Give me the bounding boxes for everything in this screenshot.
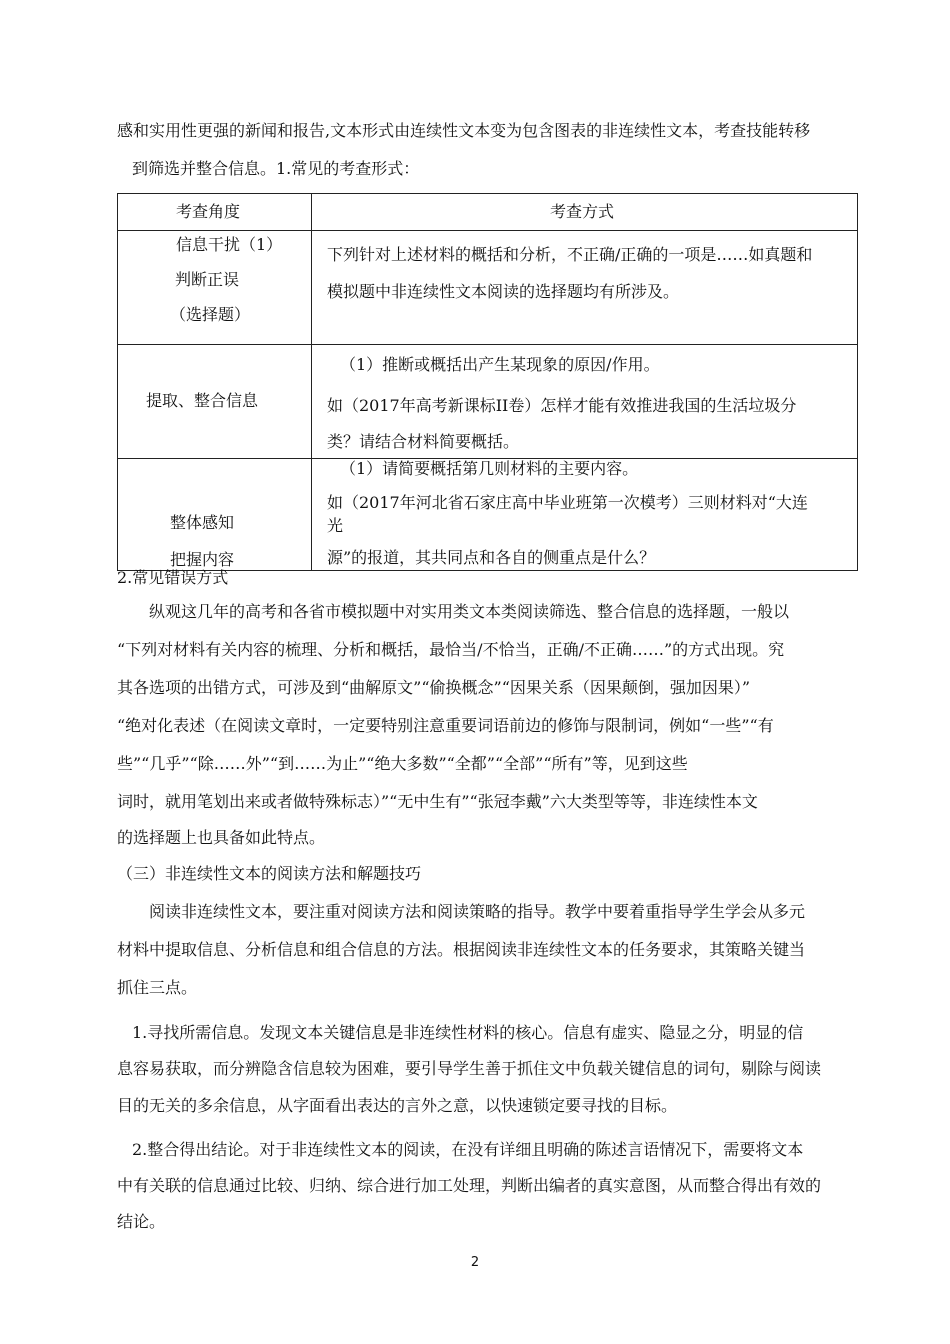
section2-line-3: 其各选项的出错方式，可涉及到“曲解原文”“偷换概念”“因果关系（因果颠倒，强加因果）”: [117, 678, 751, 697]
section3-p1-line-2: 材料中提取信息、分析信息和组合信息的方法。根据阅读非连续性文本的任务要求，其策略关键当: [117, 940, 806, 959]
section2-line-1: 纵观这几年的高考和各省市模拟题中对实用类文本类阅读筛选、整合信息的选择题，一般以: [149, 602, 790, 621]
section2-line-7: 的选择题上也具备如此特点。: [117, 828, 326, 847]
row3-method-3: 光: [327, 516, 344, 535]
row1-angle-2: 判断正误: [175, 270, 240, 289]
section2-line-6: 词时，就用笔划出来或者做特殊标志）”“无中生有”“张冠李戴”六大类型等等，非连续性本文: [117, 792, 758, 811]
row3-angle-2: 把握内容: [170, 550, 235, 569]
header-method: 考查方式: [550, 202, 615, 221]
section3-p2-line-1: 1.寻找所需信息。发现文本关键信息是非连续性材料的核心。信息有虚实、隐显之分，明显的信: [132, 1023, 804, 1042]
section3-heading: （三）非连续性文本的阅读方法和解题技巧: [117, 864, 422, 883]
table-header-row: [118, 194, 858, 231]
row2-method-1: （1）推断或概括出产生某现象的原因/作用。: [340, 355, 660, 374]
section3-p1-line-1: 阅读非连续性文本，要注重对阅读方法和阅读策略的指导。教学中要着重指导学生学会从多元: [149, 902, 806, 921]
row1-method-2: 模拟题中非连续性文本阅读的选择题均有所涉及。: [327, 282, 680, 301]
section2-heading: 2.常见错误方式: [117, 568, 229, 587]
section3-p1-line-3: 抓住三点。: [117, 978, 198, 997]
row1-method-1: 下列针对上述材料的概括和分析，不正确/正确的一项是……如真题和: [327, 245, 813, 264]
exam-forms-table: [117, 193, 858, 571]
table-row: [118, 231, 858, 345]
row2-method-3: 类？请结合材料简要概括。: [327, 432, 520, 451]
section3-p2-line-2: 息容易获取，而分辨隐含信息较为困难，要引导学生善于抓住文中负载关键信息的词句，剔除与阅读: [117, 1059, 822, 1078]
section2-line-5: 些”“几乎”“除……外”“到……为止”“绝大多数”“全都”“全部”“所有”等，见到这些: [117, 754, 688, 773]
row1-angle-3: （选择题）: [170, 305, 251, 324]
header-angle: 考查角度: [176, 202, 241, 221]
section3-p3-line-1: 2.整合得出结论。对于非连续性文本的阅读，在没有详细且明确的陈述言语情况下，需要将文本: [132, 1140, 804, 1159]
section3-p2-line-3: 目的无关的多余信息，从字面看出表达的言外之意，以快速锁定要寻找的目标。: [117, 1096, 678, 1115]
table-row: [118, 345, 858, 459]
row2-angle-1: 提取、整合信息: [146, 391, 259, 410]
section3-p3-line-3: 结论。: [117, 1212, 166, 1231]
row3-angle-1: 整体感知: [170, 513, 235, 532]
page-number: 2: [470, 1255, 480, 1270]
row2-method-2: 如（2017年高考新课标II卷）怎样才能有效推进我国的生活垃圾分: [327, 396, 797, 415]
section2-line-2: “下列对材料有关内容的梳理、分析和概括，最恰当/不恰当，正确/不正确……”的方式出现。究: [117, 640, 785, 659]
row3-method-1: （1）请简要概括第几则材料的主要内容。: [340, 459, 639, 478]
intro-line-1: 感和实用性更强的新闻和报告,文本形式由连续性文本变为包含图表的非连续性文本，考查技能转移: [117, 121, 811, 140]
row3-method-4: 源”的报道，其共同点和各自的侧重点是什么？: [327, 548, 656, 567]
section2-line-4: “绝对化表述（在阅读文章时，一定要特别注意重要词语前边的修饰与限制词，例如“一些”“有: [117, 716, 774, 735]
section3-p3-line-2: 中有关联的信息通过比较、归纳、综合进行加工处理，判断出编者的真实意图，从而整合得出有效的: [117, 1176, 822, 1195]
row3-method-2: 如（2017年河北省石家庄高中毕业班第一次模考）三则材料对“大连: [327, 493, 808, 512]
intro-line-2: 到筛选并整合信息。1.常见的考查形式：: [132, 159, 420, 178]
table-row: [118, 459, 858, 571]
row1-angle-1: 信息干扰（1）: [176, 235, 283, 254]
